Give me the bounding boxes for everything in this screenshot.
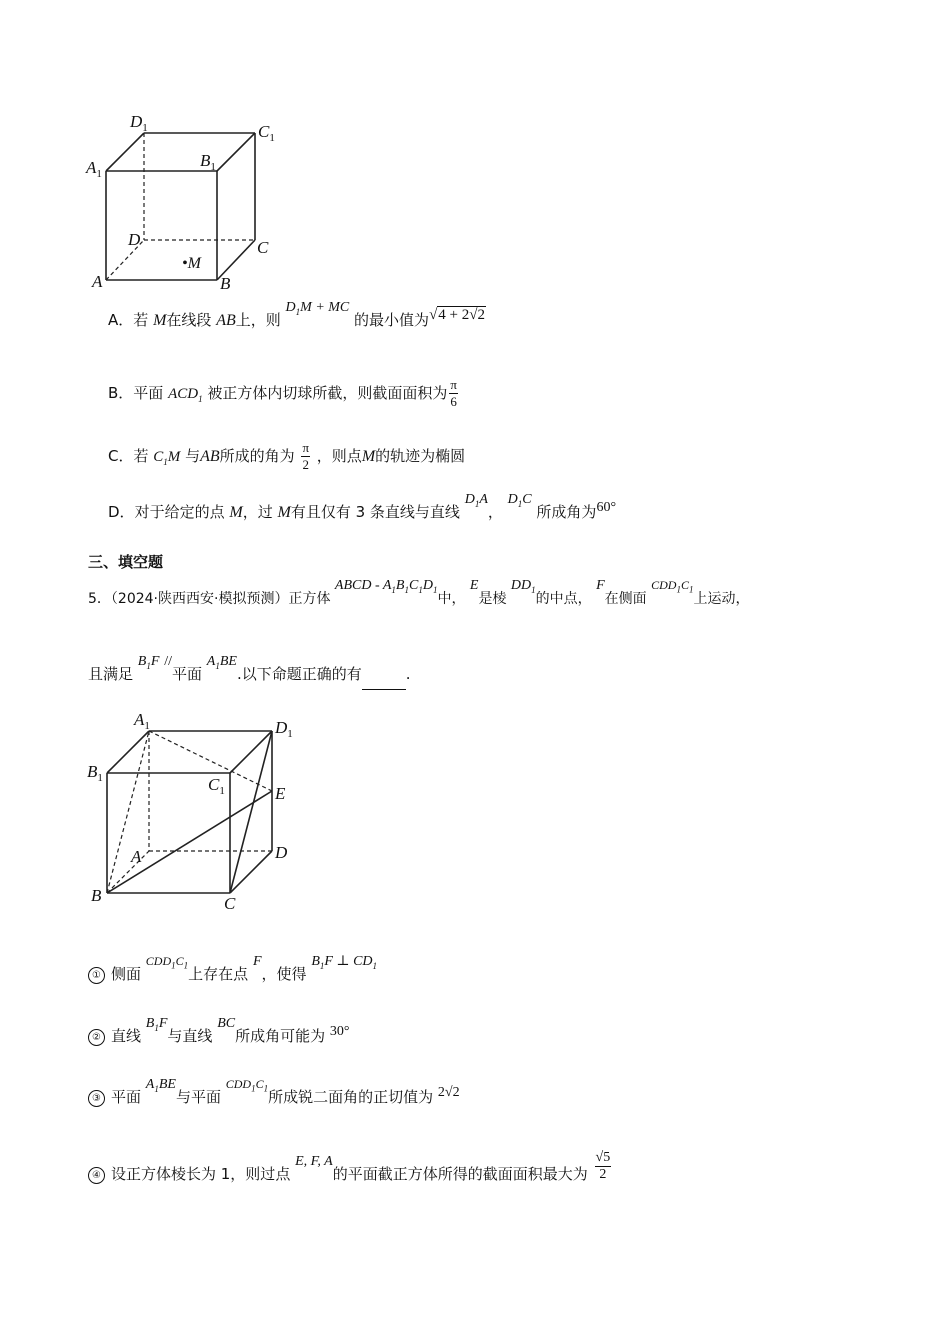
label-d: D xyxy=(275,843,288,862)
section-title: 三、填空题 xyxy=(88,553,164,571)
label-a1: $A_1$ xyxy=(86,158,102,180)
min-value: √4 + 2√2 xyxy=(429,307,485,323)
option-a: A．若 M在线段 AB上，则 $D_1M$ + MC 的最小值为√4 + 2√2 xyxy=(108,300,485,329)
question-5-line-2: 且满足 $B_1F$ //平面 $A_1BE$.以下命题正确的有 . xyxy=(88,664,411,690)
statement-marker: ③ xyxy=(88,1090,105,1107)
label-e: E xyxy=(275,784,286,803)
label-b1: $B_1$ xyxy=(87,762,103,784)
label-b1: $B_1$ xyxy=(200,151,216,173)
label-m: •M xyxy=(182,255,201,272)
label-b: B xyxy=(220,274,231,293)
statement-4: ④ 设正方体棱长为 1，则过点 E, F, A的平面截正方体所得的截面面积最大为 $\frac{√5}{2}$ xyxy=(88,1158,613,1191)
answer-blank[interactable] xyxy=(362,673,406,690)
label-a1: $A_1$ xyxy=(134,710,150,732)
label-b: B xyxy=(91,886,102,905)
cube-figure-2 xyxy=(82,705,312,915)
statement-marker: ① xyxy=(88,967,105,984)
option-b: B．平面 $ACD_1$ 被正方体内切球所截，则截面面积为 $\frac{\pi}{6}$ xyxy=(108,377,457,409)
statement-marker: ② xyxy=(88,1029,105,1046)
max-area-fraction: $\frac{√5}{2}$ xyxy=(595,1150,611,1182)
angle-fraction: $\frac{\pi}{2}$ xyxy=(302,440,310,472)
area-fraction: $\frac{\pi}{6}$ xyxy=(450,377,457,409)
label-d: D xyxy=(128,230,141,249)
cube-figure-1 xyxy=(80,105,290,300)
label-a: A xyxy=(92,272,103,291)
label-d1: $D_1$ xyxy=(130,112,148,134)
label-a: A xyxy=(131,847,142,866)
statement-3: ③ 平面 $A_1BE$与平面 $^{CDD_1C_1}$所成锐二面角的正切值为 2√2 xyxy=(88,1087,460,1113)
label-d1: $D_1$ xyxy=(275,718,293,740)
label-c1: $C_1$ xyxy=(258,122,275,144)
label-c: C xyxy=(257,238,269,257)
label-c1: $C_1$ xyxy=(208,775,225,797)
label-c: C xyxy=(224,894,236,913)
statement-1: ① 侧面 $^{CDD_1C_1}$上存在点 F，使得 $B_1F$ ⊥ $CD_1$ xyxy=(88,964,377,990)
option-d: D．对于给定的点 M，过 M有且仅有 3 条直线与直线 $D_1A$， $D_1C$ 所成角为60° xyxy=(108,492,617,521)
option-c: C．若 $C_1M$ 与AB所成的角为 $\frac{\pi}{2}$ ，则点M的轨迹为椭圆 xyxy=(108,440,466,472)
question-5-line-1: 5．（2024·陕西西安·模拟预测）正方体 ABCD - $A_1B_1C_1D_1$中， E是棱 $DD_1$的中点， F在侧面 $CDD_1C_1$上运动， xyxy=(88,578,750,607)
expr-d1m-mc: $D_1M$ + MC xyxy=(285,300,350,317)
statement-marker: ④ xyxy=(88,1167,105,1184)
statement-2: ② 直线 $B_1F$与直线 BC所成角可能为 30° xyxy=(88,1026,350,1052)
